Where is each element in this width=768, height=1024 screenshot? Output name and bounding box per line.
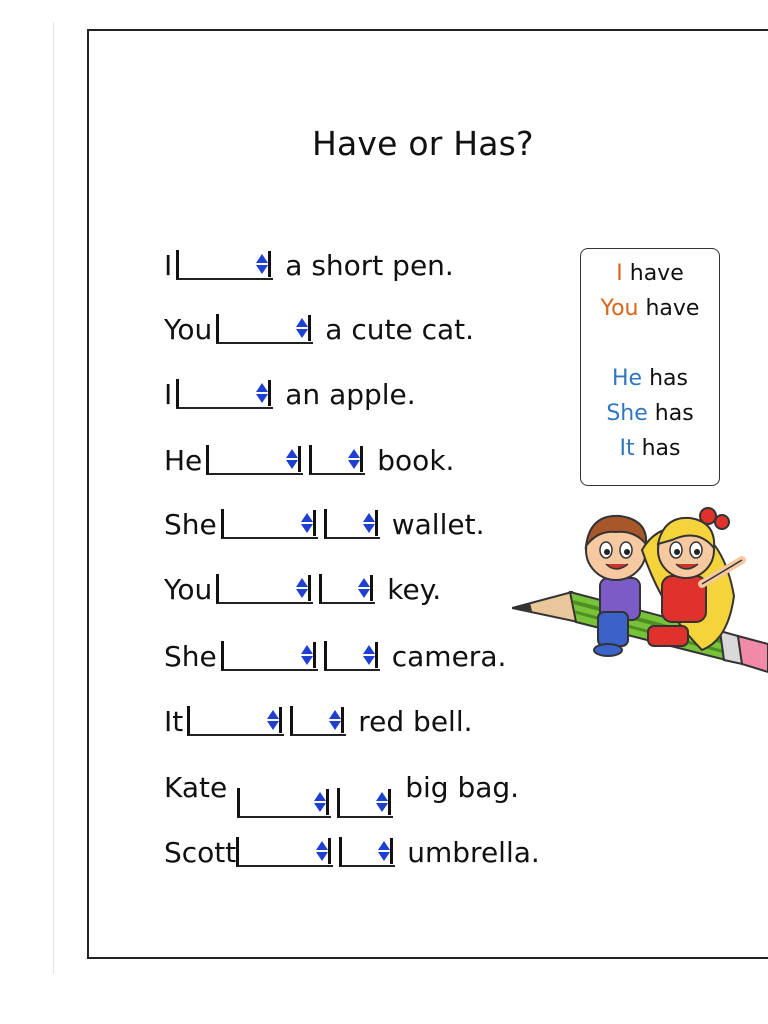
sentence-row-5 <box>164 504 484 544</box>
verb-dropdown[interactable] <box>176 379 273 409</box>
sentence-ending: wallet. <box>391 507 485 541</box>
reference-line <box>581 296 719 321</box>
article-dropdown[interactable] <box>339 837 395 867</box>
reference-pronoun: You <box>600 296 639 321</box>
sentence-subject: Kate <box>164 770 228 804</box>
reference-verb: has <box>649 366 688 391</box>
sentence-row-10 <box>164 832 540 872</box>
reference-verb: has <box>654 401 694 426</box>
kids-riding-pencil-illustration <box>512 500 768 690</box>
worksheet-title: Have or Has? <box>312 124 534 163</box>
worksheet-page <box>87 29 768 959</box>
sentence-ending: big bag. <box>405 770 520 804</box>
sentence-subject: Scott <box>164 835 237 869</box>
article-dropdown[interactable] <box>319 574 375 604</box>
up-down-arrows-icon <box>348 446 363 472</box>
up-down-arrows-icon <box>358 575 373 601</box>
article-dropdown[interactable] <box>324 641 380 671</box>
up-down-arrows-icon <box>316 838 331 864</box>
verb-dropdown[interactable] <box>176 250 273 280</box>
up-down-arrows-icon <box>256 251 271 277</box>
up-down-arrows-icon <box>329 707 344 733</box>
article-dropdown[interactable] <box>337 788 393 818</box>
reference-line <box>581 261 719 286</box>
sentence-ending: book. <box>377 443 455 477</box>
up-down-arrows-icon <box>376 789 391 815</box>
sentence-subject: You <box>164 572 213 606</box>
sentence-subject: I <box>164 248 173 282</box>
up-down-arrows-icon <box>301 642 316 668</box>
sentence-row-2 <box>164 309 474 349</box>
sentence-subject: He <box>164 443 203 477</box>
sentence-subject: I <box>164 377 173 411</box>
sentence-ending: red bell. <box>358 704 473 738</box>
reference-verb: has <box>641 436 681 461</box>
sentence-ending: an apple. <box>285 377 416 411</box>
up-down-arrows-icon <box>363 510 378 536</box>
reference-pronoun: She <box>606 401 648 426</box>
sentence-row-8 <box>164 701 473 741</box>
reference-verb: have <box>645 296 700 321</box>
sentence-ending: camera. <box>391 639 507 673</box>
up-down-arrows-icon <box>314 789 329 815</box>
sentence-row-7 <box>164 636 506 676</box>
reference-line <box>581 436 719 461</box>
reference-verb: have <box>629 261 684 286</box>
reference-pronoun: He <box>612 366 643 391</box>
sentence-subject: She <box>164 639 217 673</box>
up-down-arrows-icon <box>296 315 311 341</box>
verb-dropdown[interactable] <box>216 574 313 604</box>
verb-dropdown[interactable] <box>236 837 333 867</box>
sentence-subject: It <box>164 704 184 738</box>
verb-dropdown[interactable] <box>221 641 318 671</box>
up-down-arrows-icon <box>256 380 271 406</box>
up-down-arrows-icon <box>296 575 311 601</box>
up-down-arrows-icon <box>363 642 378 668</box>
reference-pronoun: I <box>616 261 623 286</box>
reference-line <box>581 401 719 426</box>
verb-dropdown[interactable] <box>221 509 318 539</box>
grammar-reference-box <box>580 248 720 486</box>
sentence-row-4 <box>164 440 454 480</box>
sentence-row-6 <box>164 569 441 609</box>
verb-dropdown[interactable] <box>187 706 284 736</box>
up-down-arrows-icon <box>378 838 393 864</box>
verb-dropdown[interactable] <box>237 788 331 818</box>
verb-dropdown[interactable] <box>216 314 313 344</box>
girl-icon <box>642 508 742 650</box>
verb-dropdown[interactable] <box>206 445 303 475</box>
sentence-subject: She <box>164 507 217 541</box>
page-margin-line <box>53 22 54 974</box>
sentence-row-1 <box>164 245 454 285</box>
reference-line <box>581 366 719 391</box>
article-dropdown[interactable] <box>290 706 346 736</box>
sentence-ending: a short pen. <box>285 248 454 282</box>
up-down-arrows-icon <box>267 707 282 733</box>
article-dropdown[interactable] <box>309 445 365 475</box>
sentence-row-3 <box>164 374 416 414</box>
sentence-ending: a cute cat. <box>325 312 475 346</box>
up-down-arrows-icon <box>286 446 301 472</box>
sentence-ending: key. <box>387 572 442 606</box>
sentence-ending: umbrella. <box>407 835 540 869</box>
article-dropdown[interactable] <box>324 509 380 539</box>
reference-pronoun: It <box>619 436 635 461</box>
up-down-arrows-icon <box>301 510 316 536</box>
sentence-row-9 <box>164 767 519 807</box>
sentence-subject: You <box>164 312 213 346</box>
